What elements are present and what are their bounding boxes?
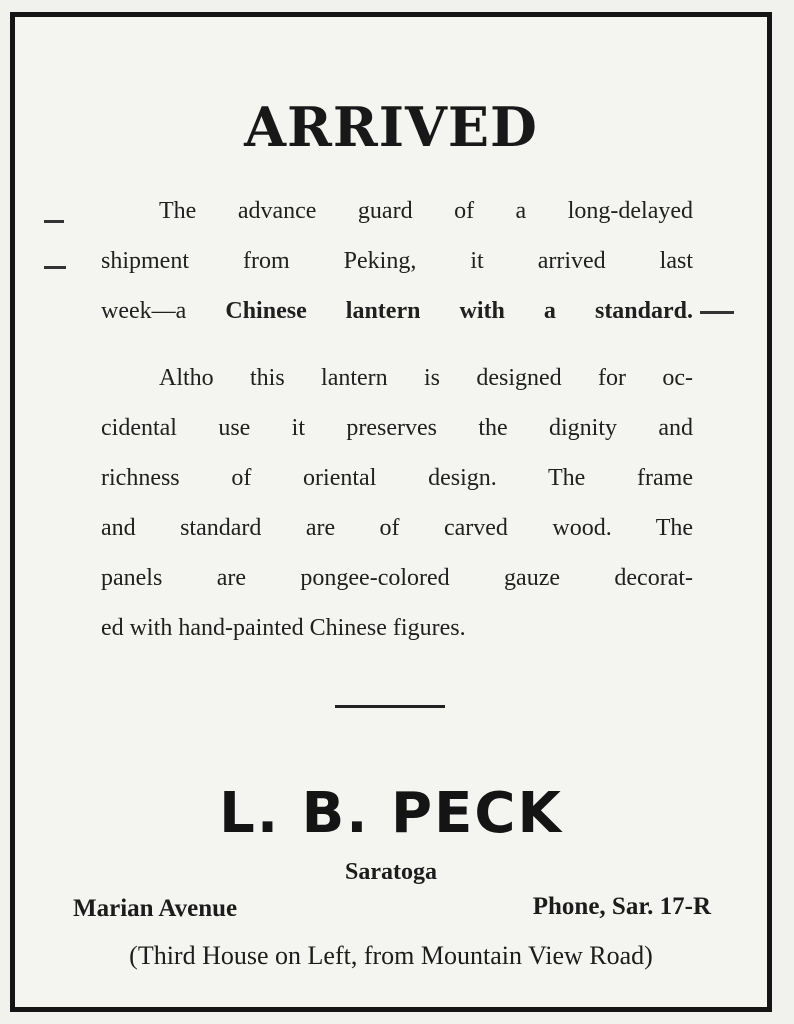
divider-rule (335, 705, 445, 708)
paragraph-2 (101, 353, 693, 653)
paragraph-1-line: The advance guard of a long-delayed (159, 198, 693, 224)
print-mark (700, 311, 734, 314)
store-name: L. B. PECK (219, 781, 563, 846)
paragraph-2-line: and standard are of carved wood. The (101, 515, 693, 541)
print-mark (44, 266, 66, 269)
paragraph-2-line: Altho this lantern is designed for oc- (159, 365, 693, 391)
paragraph-1-line: shipment from Peking, it arrived last (101, 248, 693, 274)
advertisement-frame (10, 12, 772, 1012)
store-town: Saratoga (345, 859, 437, 885)
paragraph-2-line: panels are pongee-colored gauze decorat- (101, 565, 693, 591)
print-mark (44, 220, 64, 223)
paragraph-1 (101, 186, 693, 336)
paragraph-2-line: ed with hand-painted Chinese figures. (101, 615, 466, 641)
paragraph-1-line (101, 286, 693, 336)
store-phone: Phone, Sar. 17-R (532, 893, 711, 920)
paragraph-1-bold-text: Chinese lantern with a standard. (225, 298, 694, 324)
paragraph-2-line: richness of oriental design. The frame (101, 465, 693, 491)
paragraph-2-line: cidental use it preserves the dignity and (101, 415, 693, 441)
store-address: Marian Avenue (73, 895, 238, 922)
store-directions: (Third House on Left, from Mountain View Road) (129, 941, 653, 970)
paragraph-1-text: week—a (101, 298, 187, 324)
headline: ARRIVED (244, 95, 538, 159)
